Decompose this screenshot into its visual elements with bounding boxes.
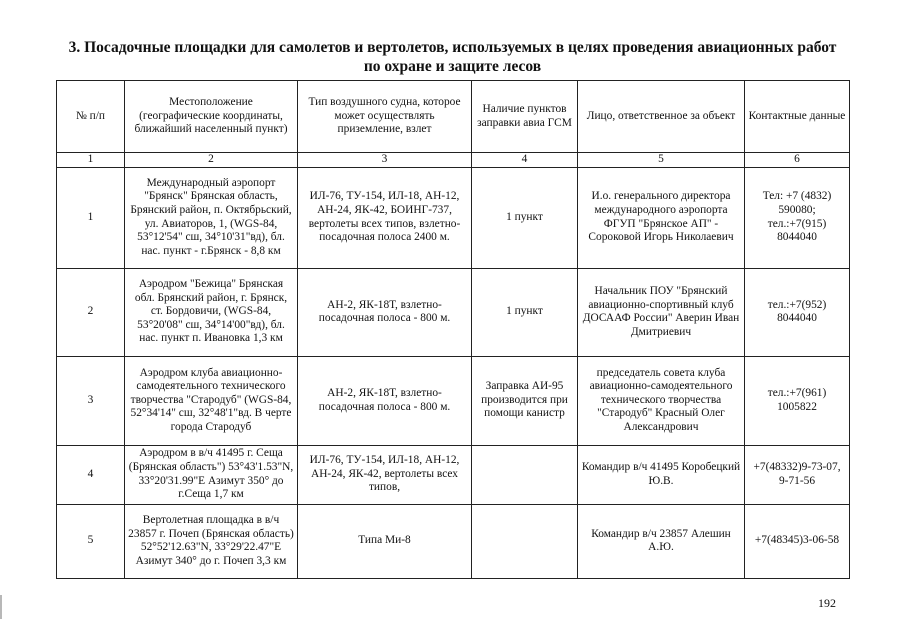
row-contacts: +7(48345)3-06-58 bbox=[745, 504, 850, 578]
row-number: 2 bbox=[57, 268, 125, 356]
row-location: Международный аэропорт "Брянск" Брянская область, Брянский район, п. Октябрьский, ул. Авиаторов, 1, (WGS-84, 53°12'54" сш, 34°10'31"вд), бл. нас. пункт - г.Брянск - 8,8 км bbox=[125, 167, 298, 268]
table-row bbox=[57, 268, 850, 356]
row-contacts: Тел: +7 (4832) 590080; тел.:+7(915) 8044040 bbox=[745, 167, 850, 268]
row-location: Аэродром "Бежица" Брянская обл. Брянский район, г. Брянск, ст. Бордовичи, (WGS-84, 53°20'08" сш, 34°14'00"вд), бл. нас. пункт п. Ивановка 1,3 км bbox=[125, 268, 298, 356]
table-row bbox=[57, 356, 850, 445]
row-responsible: Командир в/ч 41495 Коробецкий Ю.В. bbox=[578, 445, 745, 504]
page-title: 3. Посадочные площадки для самолетов и вертолетов, используемых в целях проведения авиационных работ по охране и защите лесов bbox=[68, 39, 837, 75]
column-number: 4 bbox=[472, 153, 578, 168]
row-aircraft: Типа Ми-8 bbox=[298, 504, 472, 578]
header-aircraft: Тип воздушного судна, которое может осуществлять приземление, взлет bbox=[298, 81, 472, 153]
row-number: 4 bbox=[57, 445, 125, 504]
table-row bbox=[57, 504, 850, 578]
table-row bbox=[57, 445, 850, 504]
page-number: 192 bbox=[818, 596, 836, 610]
row-aircraft: ИЛ-76, ТУ-154, ИЛ-18, АН-12, АН-24, ЯК-42, вертолеты всех типов, bbox=[298, 445, 472, 504]
header-num: № п/п bbox=[57, 81, 125, 153]
scan-edge-mark bbox=[0, 595, 2, 619]
row-fuel: 1 пункт bbox=[472, 268, 578, 356]
header-responsible: Лицо, ответственное за объект bbox=[578, 81, 745, 153]
row-aircraft: ИЛ-76, ТУ-154, ИЛ-18, АН-12, АН-24, ЯК-42, БОИНГ-737, вертолеты всех типов, взлетно-посадочная полоса 2400 м. bbox=[298, 167, 472, 268]
row-contacts: тел.:+7(952) 8044040 bbox=[745, 268, 850, 356]
column-number-row bbox=[57, 153, 850, 168]
column-number: 3 bbox=[298, 153, 472, 168]
column-number: 5 bbox=[578, 153, 745, 168]
row-location: Вертолетная площадка в в/ч 23857 г. Почеп (Брянская область) 52°52'12.63"N, 33°29'22.47"E Азимут 340° до г. Почеп 3,3 км bbox=[125, 504, 298, 578]
row-number: 1 bbox=[57, 167, 125, 268]
column-number: 2 bbox=[125, 153, 298, 168]
row-fuel: Заправка АИ-95 производится при помощи канистр bbox=[472, 356, 578, 445]
row-contacts: тел.:+7(961) 1005822 bbox=[745, 356, 850, 445]
row-responsible: председатель совета клуба авиационно-самодеятельного технического творчества "Стародуб" Красный Олег Александрович bbox=[578, 356, 745, 445]
header-contacts: Контактные данные bbox=[745, 81, 850, 153]
header-row bbox=[57, 81, 850, 153]
row-contacts: +7(48332)9-73-07, 9-71-56 bbox=[745, 445, 850, 504]
table-row bbox=[57, 167, 850, 268]
landing-sites-table bbox=[56, 80, 850, 579]
row-fuel bbox=[472, 445, 578, 504]
row-location: Аэродром в в/ч 41495 г. Сеща (Брянская область") 53°43'1.53"N, 33°20'31.99"E Азимут 350° до г.Сеща 1,7 км bbox=[125, 445, 298, 504]
row-number: 3 bbox=[57, 356, 125, 445]
row-fuel bbox=[472, 504, 578, 578]
row-responsible: И.о. генерального директора международного аэропорта ФГУП "Брянское АП" - Сороковой Игорь Николаевич bbox=[578, 167, 745, 268]
column-number: 6 bbox=[745, 153, 850, 168]
row-responsible: Начальник ПОУ "Брянский авиационно-спортивный клуб ДОСААФ России" Аверин Иван Дмитриевич bbox=[578, 268, 745, 356]
row-aircraft: АН-2, ЯК-18Т, взлетно-посадочная полоса - 800 м. bbox=[298, 268, 472, 356]
row-number: 5 bbox=[57, 504, 125, 578]
row-location: Аэродром клуба авиационно-самодеятельного технического творчества "Стародуб" (WGS-84, 52°34'14" сш, 32°48'1"вд. В черте города Стародуб bbox=[125, 356, 298, 445]
row-fuel: 1 пункт bbox=[472, 167, 578, 268]
header-fuel: Наличие пунктов заправки авиа ГСМ bbox=[472, 81, 578, 153]
column-number: 1 bbox=[57, 153, 125, 168]
header-location: Местоположение (географические координаты, ближайший населенный пункт) bbox=[125, 81, 298, 153]
row-responsible: Командир в/ч 23857 Алешин А.Ю. bbox=[578, 504, 745, 578]
row-aircraft: АН-2, ЯК-18Т, взлетно-посадочная полоса - 800 м. bbox=[298, 356, 472, 445]
